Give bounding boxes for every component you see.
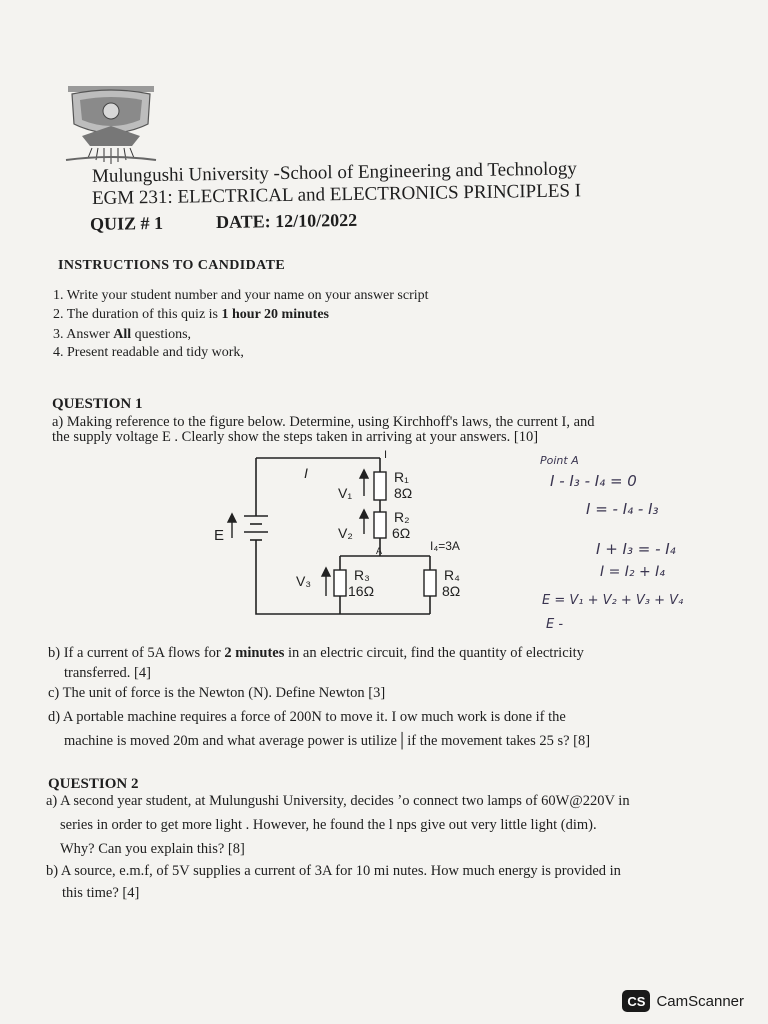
instruction-item: 2. The duration of this quiz is 1 hour 20 minutes [53, 307, 329, 322]
question-2b-text: b) A source, e.m.f, of 5V supplies a current of 3A for 10 mi nutes. How much energy is provided in [46, 863, 621, 879]
r3-label: R₃ [354, 567, 370, 583]
v1-label: V₁ [338, 485, 353, 501]
node-a-label: A [376, 546, 383, 556]
v3-label: V₃ [296, 573, 312, 589]
question-2a-text-cont: series in order to get more light . However, he found the l nps give out very little light (dim). [60, 817, 597, 833]
question-1c-text: c) The unit of force is the Newton (N). Define Newton [3] [48, 685, 386, 701]
r1-value: 8Ω [394, 485, 413, 501]
quiz-header [90, 210, 357, 235]
current-i-top-label: I [384, 449, 388, 461]
note-line: I = I₂ + I₄ [600, 564, 665, 580]
note-line: Point A [540, 454, 579, 467]
handwritten-notes [530, 446, 766, 642]
camscanner-logo: CS [622, 990, 650, 1012]
question-1a-text: a) Making reference to the figure below. Determine, using Kirchhoff's laws, the current I, and [52, 414, 595, 430]
current-i-label: I [304, 465, 308, 481]
question-1a-text-cont: the supply voltage E . Clearly show the steps taken in arriving at your answers. [10] [52, 429, 539, 445]
r2-label: R₂ [394, 509, 410, 525]
r2-value: 6Ω [392, 525, 411, 541]
r4-label: R₄ [444, 567, 460, 583]
note-line: E = V₁ + V₂ + V₃ + V₄ [542, 593, 684, 608]
note-line: E - [546, 617, 564, 632]
resistor-r3 [334, 570, 346, 596]
resistor-r4 [424, 570, 436, 596]
resistor-r1 [374, 472, 386, 500]
instruction-item: 4. Present readable and tidy work, [53, 345, 244, 360]
question-2-title: QUESTION 2 [48, 776, 139, 792]
r3-value: 16Ω [348, 583, 375, 599]
instruction-item: 3. Answer All questions, [53, 327, 192, 342]
instructions-title: INSTRUCTIONS TO CANDIDATE [58, 258, 286, 273]
course-title: EGM 231: ELECTRICAL and ELECTRONICS PRINCIPLES I [91, 180, 582, 209]
note-line: I + I₃ = - I₄ [596, 540, 676, 558]
question-1b-text: b) If a current of 5A flows for 2 minutes in an electric circuit, find the quantity of electricity [48, 645, 584, 661]
note-line: I - I₃ - I₄ = 0 [550, 472, 637, 490]
quiz-number: QUIZ # 1 [89, 212, 164, 234]
question-2a-text: a) A second year student, at Mulungushi University, decides ʼo connect two lamps of 60W@220V in [46, 793, 630, 809]
circuit-diagram [208, 446, 498, 626]
r4-value: 8Ω [442, 583, 461, 599]
quiz-date: DATE: 12/10/2022 [215, 209, 358, 233]
question-2b-text-cont: this time? [4] [62, 885, 140, 901]
university-logo [62, 84, 160, 168]
question-1-title: QUESTION 1 [52, 396, 143, 412]
camscanner-text: CamScanner [656, 992, 744, 1010]
note-line: I = - I₄ - I₃ [586, 500, 659, 518]
question-2a-text-cont2: Why? Can you explain this? [8] [60, 841, 245, 857]
r1-label: R₁ [394, 469, 409, 485]
instruction-item: 1. Write your student number and your name on your answer script [53, 288, 429, 303]
resistor-r2 [374, 512, 386, 538]
v2-label: V₂ [338, 525, 353, 541]
question-1b-text-cont: transferred. [4] [64, 665, 151, 681]
camscanner-watermark [622, 990, 744, 1012]
i4-label: I₄=3A [430, 539, 460, 553]
source-e-label: E [214, 527, 225, 544]
university-name: Mulungushi University -School of Engineering and Technology [91, 158, 577, 187]
question-1d-text-cont: machine is moved 20m and what average power is utilize│if the movement takes 25 s? [8] [64, 733, 591, 749]
question-1d-text: d) A portable machine requires a force of 200N to move it. I ow much work is done if the [48, 709, 566, 725]
